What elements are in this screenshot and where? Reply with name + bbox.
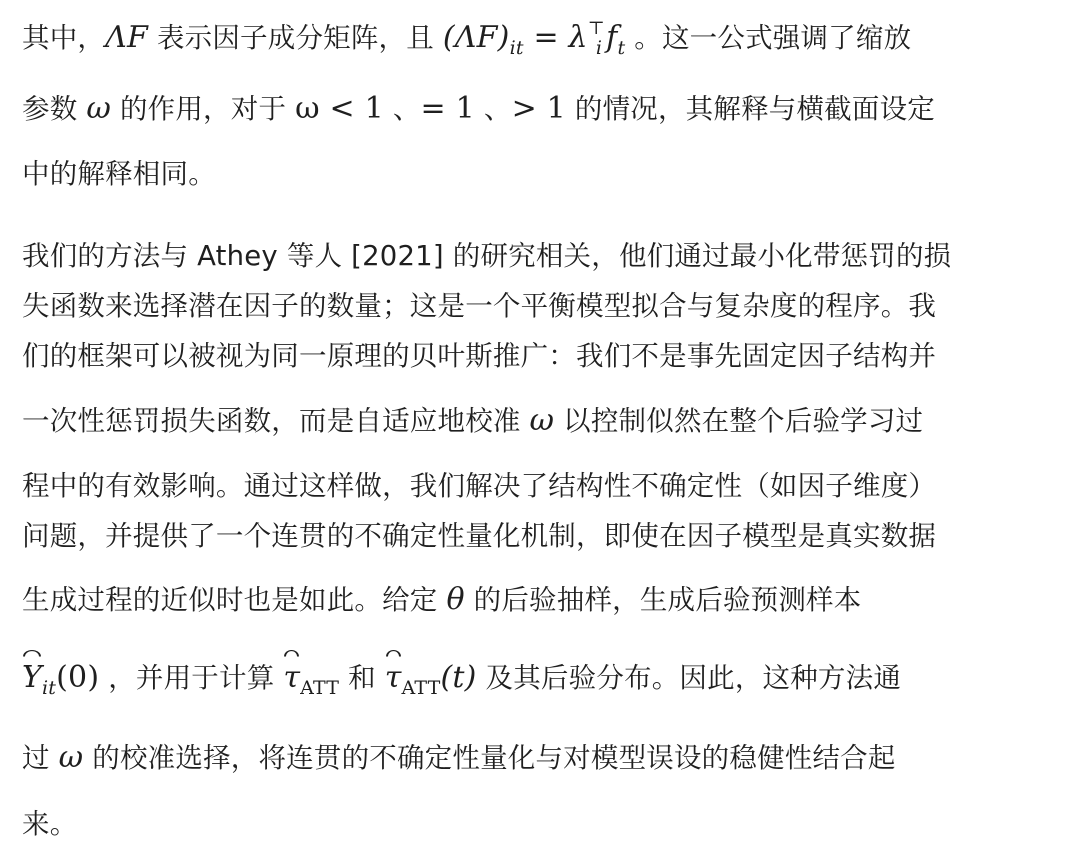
p1-line-1 — [22, 4, 912, 59]
p2-line-5 — [22, 461, 936, 511]
math-gt-1: > 1 — [511, 91, 566, 126]
p2-line-3 — [22, 331, 936, 381]
text: 参数 — [22, 93, 87, 125]
text: 其中， — [22, 22, 106, 54]
text: 生成过程的近似时也是如此。给定 — [22, 584, 447, 616]
math-omega-lt-1: ω < 1 — [295, 91, 384, 126]
math-superscript: ⊤ — [587, 18, 605, 39]
text: 、 — [474, 93, 512, 125]
math-subscript: it — [509, 37, 524, 59]
math-subscript: it — [42, 677, 57, 699]
math-arg: (t) — [440, 660, 477, 695]
text: 的校准选择，将连贯的不确定性量化与对模型误设的稳健性结合起 — [83, 742, 896, 774]
math-f: f — [606, 20, 618, 55]
math-tau-hat: τ — [283, 653, 300, 703]
text: 、 — [383, 93, 421, 125]
text: ，并用于计算 — [99, 662, 284, 694]
p2-line-8 — [22, 653, 901, 703]
text: 一次性惩罚损失函数，而是自适应地校准 — [22, 405, 530, 437]
p1-line-3 — [22, 149, 216, 199]
text: 问题，并提供了一个连贯的不确定性量化机制，即使在因子模型是真实数据 — [22, 520, 937, 552]
text: 以控制似然在整个后验学习过 — [554, 405, 924, 437]
p2-line-7 — [22, 575, 861, 625]
p2-line-1 — [22, 231, 951, 281]
p2-line-9 — [22, 733, 896, 783]
math-omega: ω — [529, 403, 555, 438]
p2-line-4 — [22, 396, 923, 446]
text: 我们的方法与 Athey 等人 [2021] 的研究相关，他们通过最小化带惩罚的损 — [22, 240, 952, 272]
text: 的作用，对于 — [111, 93, 296, 125]
math-y-hat: Y — [22, 653, 42, 703]
p2-line-2 — [22, 281, 936, 331]
text: 过 — [22, 742, 59, 774]
math-subscript: ATT — [401, 677, 441, 699]
math-eq-1: = 1 — [420, 91, 475, 126]
text: 失函数来选择潜在因子的数量；这是一个平衡模型拟合与复杂度的程序。我 — [22, 290, 937, 322]
text: 及其后验分布。因此，这种方法通 — [476, 662, 902, 694]
math-subscript: ATT — [300, 677, 340, 699]
text: 程中的有效影响。通过这样做，我们解决了结构性不确定性（如因子维度） — [22, 470, 937, 502]
text: 的情况，其解释与横截面设定 — [565, 93, 935, 125]
math-omega: ω — [86, 91, 112, 126]
math-arg: (0) — [56, 660, 100, 695]
math-omega: ω — [58, 740, 84, 775]
math-subscript: t — [617, 37, 626, 59]
text: 和 — [339, 662, 385, 694]
math-theta: θ — [446, 582, 465, 617]
text: 的后验抽样，生成后验预测样本 — [464, 584, 862, 616]
math-tau-hat: τ — [385, 653, 402, 703]
math-subscript: i — [595, 37, 603, 59]
text: 中的解释相同。 — [22, 158, 216, 190]
text: 们的框架可以被视为同一原理的贝叶斯推广：我们不是事先固定因子结构并 — [22, 340, 937, 372]
text: 。这一公式强调了缩放 — [625, 22, 912, 54]
math-lambda-f-paren: (ΛF) — [442, 20, 510, 55]
math-lambda: = λ — [523, 20, 588, 55]
math-lambda-f: ΛF — [105, 20, 148, 55]
text: 来。 — [22, 808, 78, 840]
text: 表示因子成分矩阵，且 — [148, 22, 443, 54]
p2-line-10 — [22, 799, 77, 849]
p1-line-2 — [22, 84, 935, 134]
p2-line-6 — [22, 511, 936, 561]
